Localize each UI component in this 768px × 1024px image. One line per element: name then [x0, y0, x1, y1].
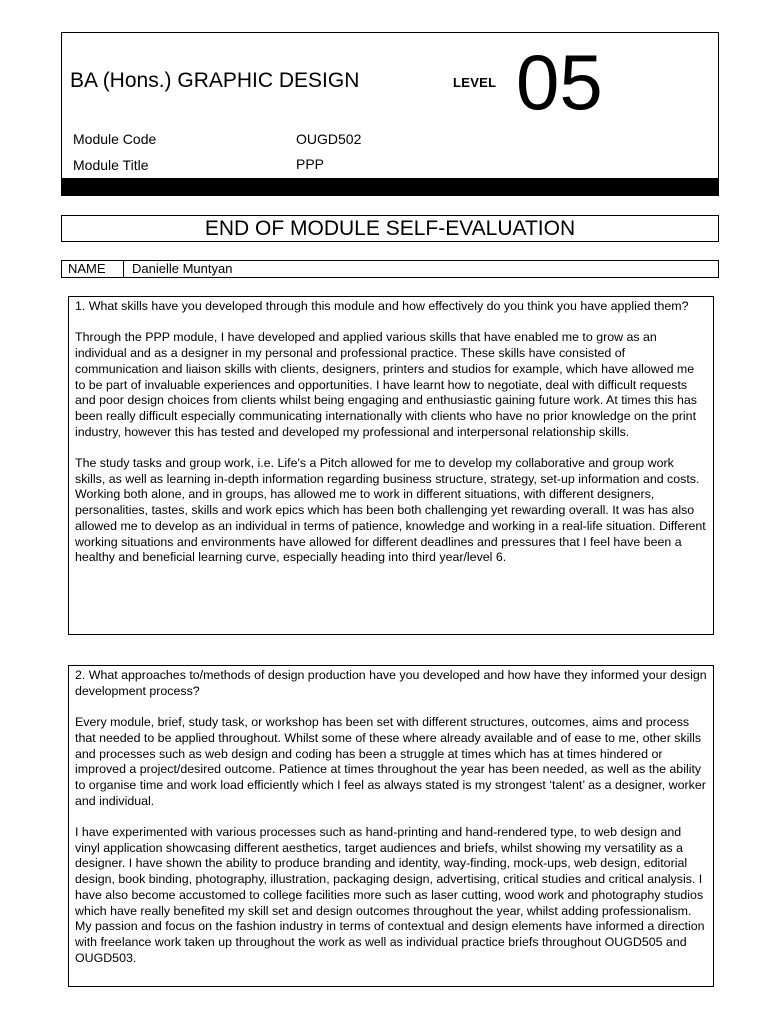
evaluation-title: END OF MODULE SELF-EVALUATION [61, 215, 719, 242]
answer-1-paragraph-1: Through the PPP module, I have developed and applied various skills that have enabled me to grow as an individual and as a designer in my personal and professional practice. These skills have consisted of communication and liaison skills with clients, designers, printers and studios for example, which have allowed me to be part of invaluable experiences and opportunities. I have learnt how to negotiate, deal with difficult requests and poor design choices from clients whilst being engaging and enthusiastic gaining future work. At times this has been really difficult especially communicating internationally with clients who have no prior knowledge on the print industry, however this has tested and developed my professional and interpersonal relationship skills. [75, 330, 697, 439]
answer-1-paragraph-2: The study tasks and group work, i.e. Life's a Pitch allowed for me to develop my collaborative and group work skills, as well as learning in-depth information regarding business structure, strategy, set-up information and costs. Working both alone, and in groups, has allowed me to work in different situations, with different designers, personalities, tastes, skills and work epics which has been both challenging yet rewarding overall. It was has also allowed me to develop as an individual in terms of patience, knowledge and working in a real-life situation. Different working situations and environments have allowed for different deadlines and pressures that I feel have been a healthy and beneficial learning curve, especially heading into third year/level 6. [75, 456, 706, 565]
level-number: 05 [516, 38, 603, 126]
question-2-text: 2. What approaches to/methods of design production have you developed and how have they informed your design development process? [75, 668, 707, 698]
question-box-1 [68, 296, 714, 635]
module-code-label: Module Code [73, 131, 157, 147]
question-box-2 [68, 665, 714, 987]
module-title-label: Module Title [73, 157, 149, 173]
name-value: Danielle Muntyan [132, 261, 233, 276]
name-row [61, 260, 719, 278]
course-title: BA (Hons.) GRAPHIC DESIGN [70, 69, 360, 92]
header-divider-bar [62, 178, 718, 195]
module-title-value: PPP [296, 156, 325, 172]
level-label: LEVEL [453, 75, 497, 90]
answer-2-paragraph-1: Every module, brief, study task, or workshop has been set with different structures, outcomes, aims and process that needed to be applied throughout. Whilst some of these where already available and of ease to me, other skills and processes such as web design and coding has been a struggle at times which has at times hindered or improved a project/desired outcome. Patience at times throughout the year has been needed, as well as the ability to organise time and work load efficiently which I feel as always stated is my strongest ‘talent’ as a designer, worker and individual. [75, 715, 706, 808]
name-label: NAME [62, 261, 124, 277]
answer-2-paragraph-2: I have experimented with various processes such as hand-printing and hand-rendered type, to web design and vinyl application showcasing different aesthetics, target audiences and briefs, whilst showing my versatility as a designer. I have shown the ability to produce branding and identity, way-finding, mock-ups, web design, editorial design, book binding, photography, illustration, packaging design, advertising, critical studies and critical analysis. I have also become accustomed to college facilities more such as laser cutting, wood work and photography studios which have really benefited my skill set and design outcomes throughout the year, whilst adding professionalism. My passion and focus on the fashion industry in terms of contextual and design elements have informed a direction with freelance work taken up throughout the work as well as individual practice briefs throughout OUGD505 and OUGD503. [75, 825, 705, 965]
module-code-value: OUGD502 [296, 131, 362, 147]
question-1-text: 1. What skills have you developed through this module and how effectively do you think you have applied them? [75, 299, 689, 313]
module-header [61, 32, 719, 196]
